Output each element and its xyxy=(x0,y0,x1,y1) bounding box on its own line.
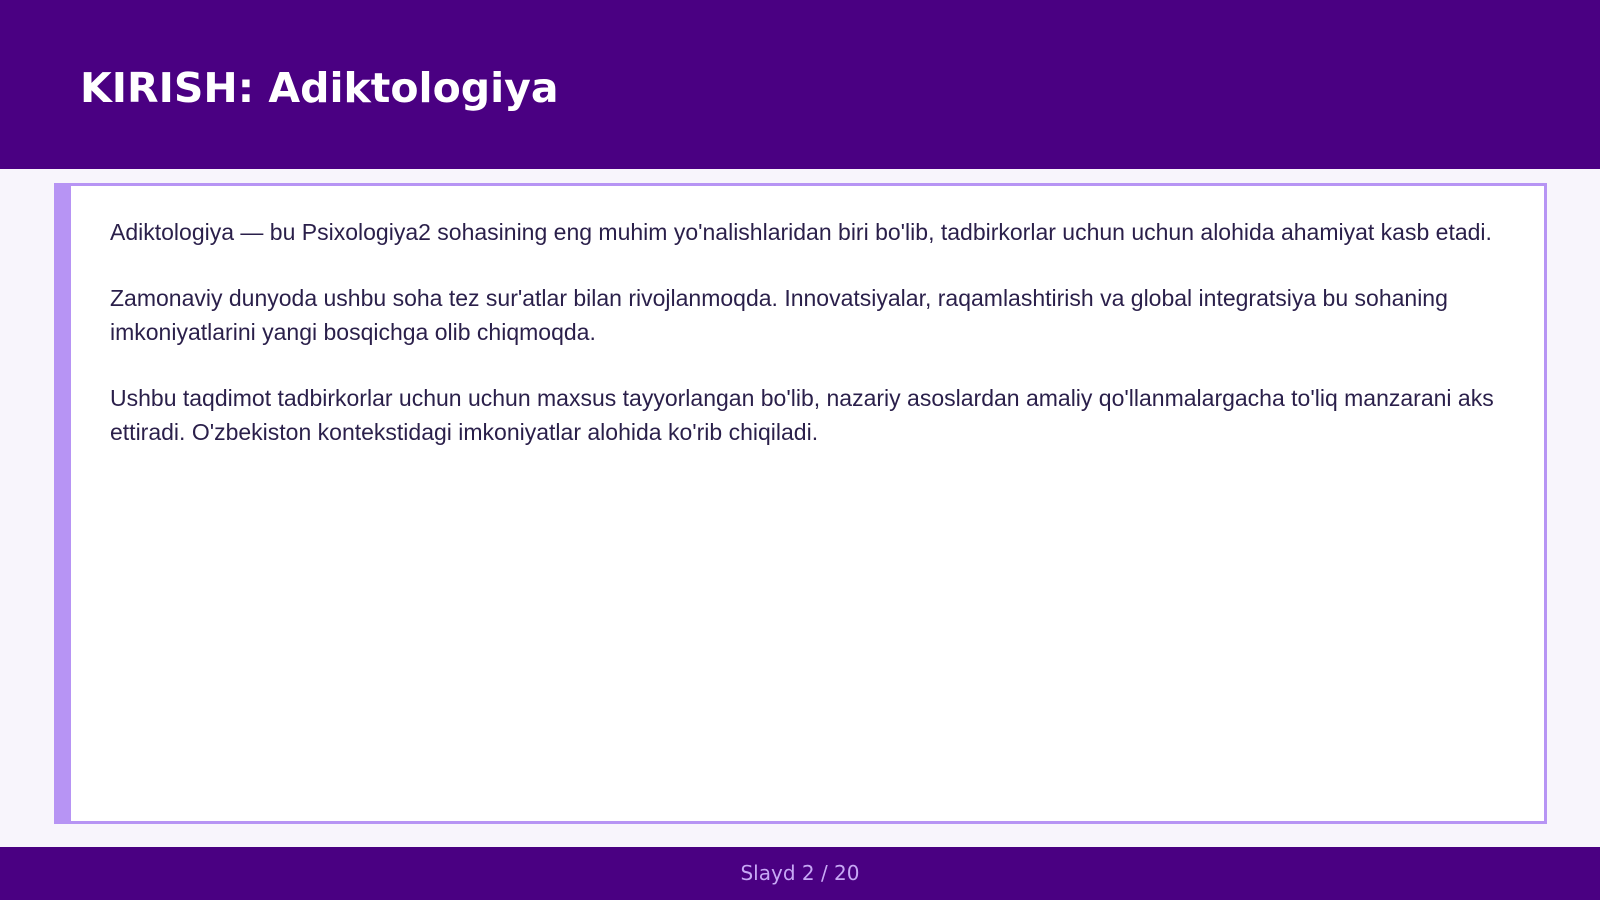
slide-footer xyxy=(0,847,1600,900)
slide-title: KIRISH: Adiktologiya xyxy=(80,64,559,112)
paragraph-intro: Adiktologiya — bu Psixologiya2 sohasining eng muhim yo'nalishlaridan biri bo'lib, tadbirkorlar uchun uchun alohida ahamiyat kasb etadi. xyxy=(110,219,1492,245)
slide-header xyxy=(0,0,1600,169)
paragraph-presentation: Ushbu taqdimot tadbirkorlar uchun uchun maxsus tayyorlangan bo'lib, nazariy asoslardan amaliy qo'llanmalargacha to'liq manzarani aks ettiradi. O'zbekiston kontekstidagi imkoniyatlar alohida ko'rib chiqiladi. xyxy=(110,385,1494,445)
slide-counter: Slayd 2 / 20 xyxy=(740,861,860,885)
body-text xyxy=(110,215,1515,481)
content-card xyxy=(54,183,1547,824)
paragraph-modern-world: Zamonaviy dunyoda ushbu soha tez sur'atlar bilan rivojlanmoqda. Innovatsiyalar, raqamlashtirish va global integratsiya bu sohaning imkoniyatlarini yangi bosqichga olib chiqmoqda. xyxy=(110,285,1448,345)
